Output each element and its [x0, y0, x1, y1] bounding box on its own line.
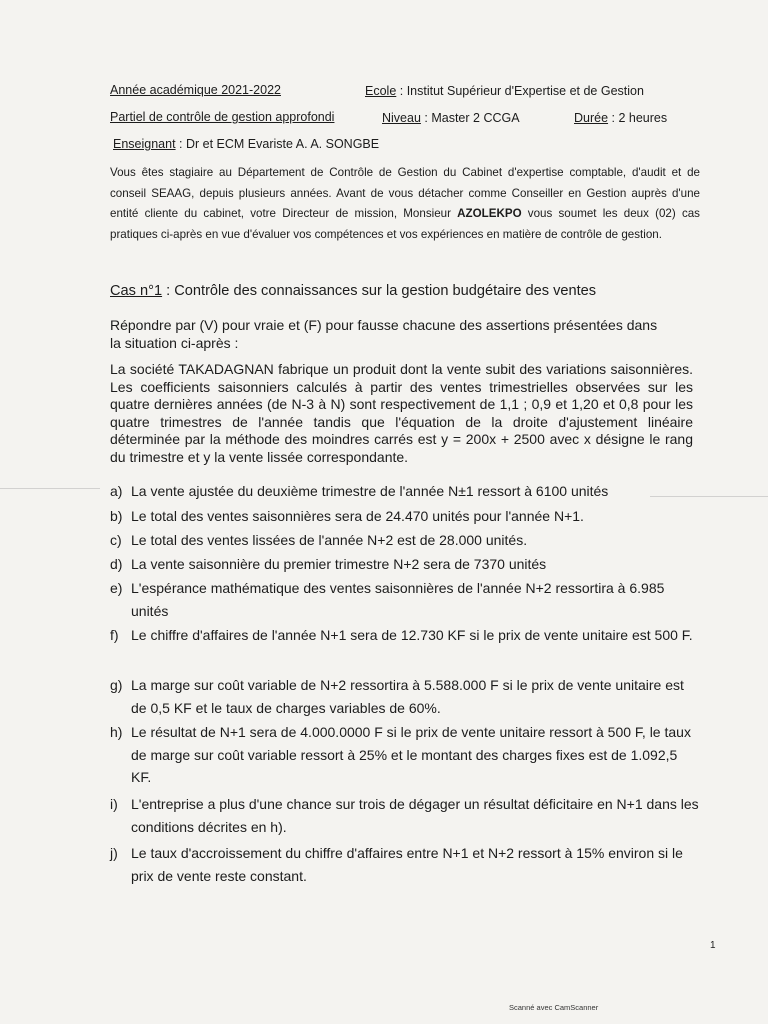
question-text: L'espérance mathématique des ventes saisonnières de l'année N+2 ressortira à 6.985 unités [131, 580, 665, 619]
question-a [110, 480, 700, 503]
question-i [110, 793, 700, 838]
question-c [110, 529, 700, 552]
question-text: Le taux d'accroissement du chiffre d'affaires entre N+1 et N+2 ressort à 15% environ si le prix de vente reste constant. [131, 845, 683, 884]
question-label: j) [110, 845, 118, 861]
question-text: La vente saisonnière du premier trimestre N+2 sera de 7370 unités [131, 556, 547, 572]
level-label: Niveau [382, 111, 421, 125]
question-label: g) [110, 677, 123, 693]
statement-text-2: fabrique un produit dont la vente subit des variations saisonnières. Les coefficients saisonniers calculés à partir des ventes trimestrielles observées sur les quatre dernières années (de N-3 à N) sont respectivement de 1,1 ; 0,9 et 1,20 et 0,8 pour les quatre trimestres de l'année tandis que l'équation de la droite d'ajustement linéaire déterminée par la méthode des moindres carrés est y = 200x + 2500 avec x désigne le rang du trimestre et y la vente lissée correspondante. [110, 361, 693, 465]
school-label: Ecole [365, 84, 397, 98]
question-d [110, 553, 700, 576]
question-e [110, 577, 700, 622]
question-g [110, 674, 700, 719]
question-label: c) [110, 532, 122, 548]
case-1-label: Cas n°1 [110, 283, 163, 299]
scan-smudge [0, 488, 100, 489]
question-label: h) [110, 724, 123, 740]
teacher-line [113, 137, 379, 151]
scan-smudge [650, 496, 768, 497]
level-value: : Master 2 CCGA [420, 111, 520, 125]
director-name: AZOLEKPO [457, 207, 522, 220]
duration-label: Durée [574, 111, 609, 125]
duration-value: : 2 heures [608, 111, 668, 125]
question-b [110, 505, 700, 528]
question-text: Le total des ventes lissées de l'année N+2 est de 28.000 unités. [131, 532, 528, 548]
question-text: La marge sur coût variable de N+2 ressortira à 5.588.000 F si le prix de vente unitaire est de 0,5 KF et le taux de charges variables de 60%. [131, 677, 684, 716]
intro-paragraph [110, 163, 700, 245]
question-text: Le chiffre d'affaires de l'année N+1 sera de 12.730 KF si le prix de vente unitaire est 500 F. [131, 627, 693, 643]
case-1-heading [110, 283, 596, 299]
question-label: f) [110, 627, 119, 643]
school-line [365, 84, 644, 98]
question-text: Le total des ventes saisonnières sera de 24.470 unités pour l'année N+1. [131, 508, 584, 524]
case-1-title: : Contrôle des connaissances sur la gestion budgétaire des ventes [162, 283, 597, 299]
question-label: e) [110, 580, 123, 596]
question-text: L'entreprise a plus d'une chance sur trois de dégager un résultat déficitaire en N+1 dans les conditions décrites en h). [131, 796, 699, 835]
question-f [110, 624, 700, 647]
school-value: : Institut Supérieur d'Expertise et de Gestion [396, 84, 644, 98]
scanner-watermark: Scanné avec CamScanner [509, 1003, 599, 1012]
exam-title: Partiel de contrôle de gestion approfondi [110, 110, 335, 124]
question-j [110, 842, 700, 887]
teacher-value: : Dr et ECM Evariste A. A. SONGBE [175, 137, 380, 151]
question-label: d) [110, 556, 123, 572]
case-1-instruction: Répondre par (V) pour vraie et (F) pour fausse chacune des assertions présentées dans la situation ci-après : [110, 317, 658, 351]
intro-text-2: , depuis plusieurs années. Avant de vous détacher comme Conseiller en Gestion auprès d'une entité cliente du cabinet, votre Directeur de mission, Monsieur [110, 186, 700, 220]
teacher-label: Enseignant [113, 137, 176, 151]
company-name: TAKADAGNAN [178, 361, 274, 377]
question-text: La vente ajustée du deuxième trimestre de l'année N±1 ressort à 6100 unités [131, 483, 609, 499]
firm-name: SEAAG [151, 186, 192, 200]
intro-text-1: Vous êtes stagiaire au Département de Contrôle de Gestion du Cabinet d'expertise comptable, d'audit et de conseil [110, 166, 700, 200]
question-label: a) [110, 483, 123, 499]
statement-text-1: La société [110, 361, 179, 377]
question-text: Le résultat de N+1 sera de 4.000.0000 F si le prix de vente unitaire ressort à 500 F, le taux de marge sur coût variable ressort à 25% et le montant des charges fixes est de 1.092,5 KF. [131, 724, 691, 785]
intro-text-3: vous soumet les deux (02) cas pratiques ci-après en vue d'évaluer vos compétences et vos expériences en matière de contrôle de gestion. [110, 207, 700, 241]
question-label: b) [110, 508, 123, 524]
page-number: 1 [710, 940, 716, 951]
level-line [382, 111, 520, 125]
question-h [110, 721, 700, 789]
academic-year: Année académique 2021-2022 [110, 83, 281, 97]
question-label: i) [110, 796, 118, 812]
case-1-statement [110, 361, 693, 466]
duration-line [574, 111, 667, 125]
